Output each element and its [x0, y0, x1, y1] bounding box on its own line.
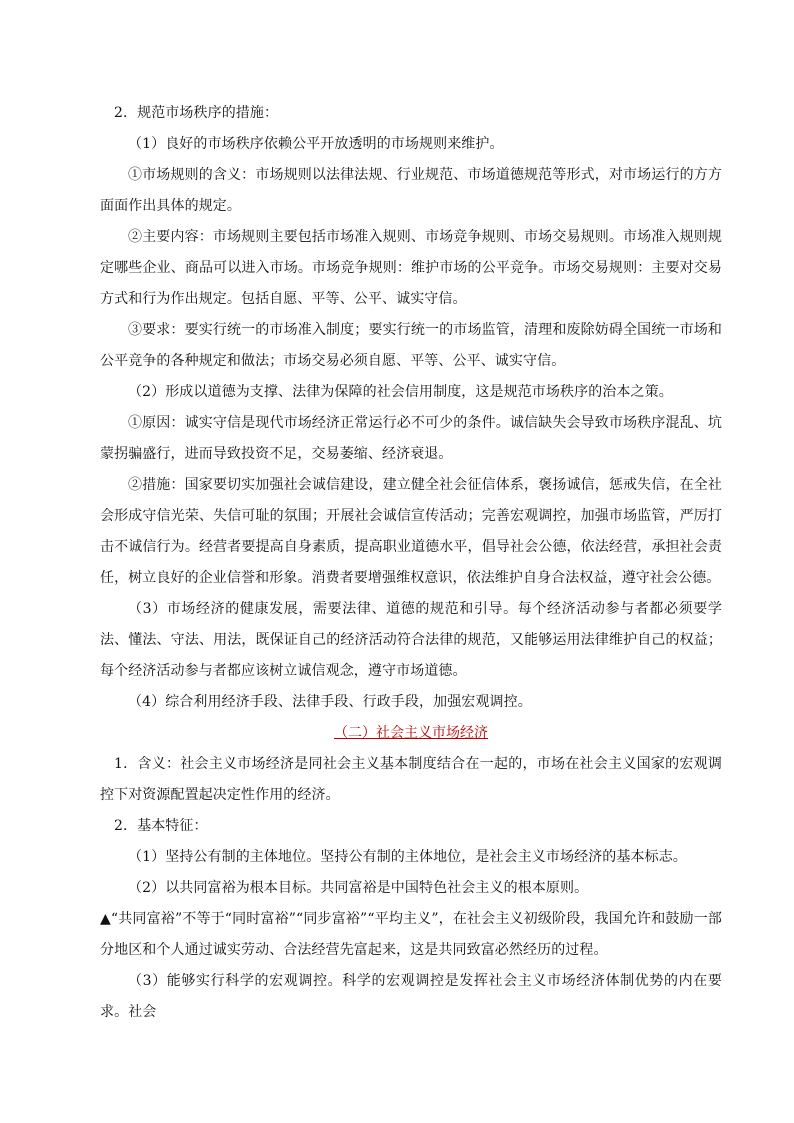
paragraph-macro-control: （4）综合利用经济手段、法律手段、行政手段，加强宏观调控。 — [128, 694, 532, 710]
paragraph-common-prosperity: （2）以共同富裕为根本目标。共同富裕是中国特色社会主义的根本原则。 — [128, 880, 589, 896]
document-body — [100, 98, 722, 1028]
paragraph-rule-meaning: ①市场规则的含义：市场规则以法律法规、行业规范、市场道德规范等形式，对市场运行的方方面面作出具体的规定。 — [100, 167, 722, 214]
section-title-socialist-market-economy: （二）社会主义市场经济 — [334, 725, 488, 741]
paragraph-requirements: ③要求：要实行统一的市场准入制度；要实行统一的市场监管，清理和废除妨碍全国统一市场和公平竞争的各种规定和做法；市场交易必须自愿、平等、公平、诚实守信。 — [100, 322, 722, 369]
paragraph-reason: ①原因：诚实守信是现代市场经济正常运行必不可少的条件。诚信缺失会导致市场秩序混乱、坑蒙拐骗盛行，进而导致投资不足，交易萎缩、经济衰退。 — [100, 415, 722, 462]
paragraph-law-morality: （3）市场经济的健康发展，需要法律、道德的规范和引导。每个经济活动参与者都必须要学法、懂法、守法、用法，既保证自己的经济活动符合法律的规范，又能够运用法律维护自己的权益；每个经济活动参与者都应该树立诚信观念，遵守市场道德。 — [100, 601, 722, 679]
paragraph-measures: ②措施：国家要切实加强社会诚信建设，建立健全社会征信体系，褒扬诚信，惩戒失信，在全社会形成守信光荣、失信可耻的氛围；开展社会诚信宣传活动；完善宏观调控，加强市场监管，严厉打击不诚信行为。经营者要提高自身素质，提高职业道德水平，倡导社会公德，依法经营，承担社会责任，树立良好的企业信誉和形象。消费者要增强维权意识，依法维护自身合法权益，遵守社会公德。 — [100, 477, 722, 586]
paragraph-public-ownership: （1）坚持公有制的主体地位。坚持公有制的主体地位，是社会主义市场经济的基本标志。 — [128, 849, 687, 865]
heading-basic-features: 2．基本特征： — [114, 818, 208, 834]
paragraph-scientific-macro-control: （3）能够实行科学的宏观调控。科学的宏观调控是发挥社会主义市场经济体制优势的内在要求。社会 — [100, 973, 722, 1020]
paragraph-fair-rules: （1）良好的市场秩序依赖公平开放透明的市场规则来维护。 — [128, 136, 504, 152]
heading-market-order-measures: 2．规范市场秩序的措施： — [114, 105, 279, 121]
paragraph-credit-system: （2）形成以道德为支撑、法律为保障的社会信用制度，这是规范市场秩序的治本之策。 — [128, 384, 673, 400]
paragraph-note-common-prosperity: ▲“共同富裕”不等于“同时富裕”“同步富裕”“平均主义”，在社会主义初级阶段，我国允许和鼓励一部分地区和个人通过诚实劳动、合法经营先富起来，这是共同致富必然经历的过程。 — [100, 911, 722, 958]
paragraph-definition: 1．含义：社会主义市场经济是同社会主义基本制度结合在一起的，市场在社会主义国家的宏观调控下对资源配置起决定性作用的经济。 — [100, 756, 722, 803]
paragraph-main-content: ②主要内容：市场规则主要包括市场准入规则、市场竞争规则、市场交易规则。市场准入规则规定哪些企业、商品可以进入市场。市场竞争规则：维护市场的公平竞争。市场交易规则：主要对交易方式和行为作出规定。包括自愿、平等、公平、诚实守信。 — [100, 229, 722, 307]
